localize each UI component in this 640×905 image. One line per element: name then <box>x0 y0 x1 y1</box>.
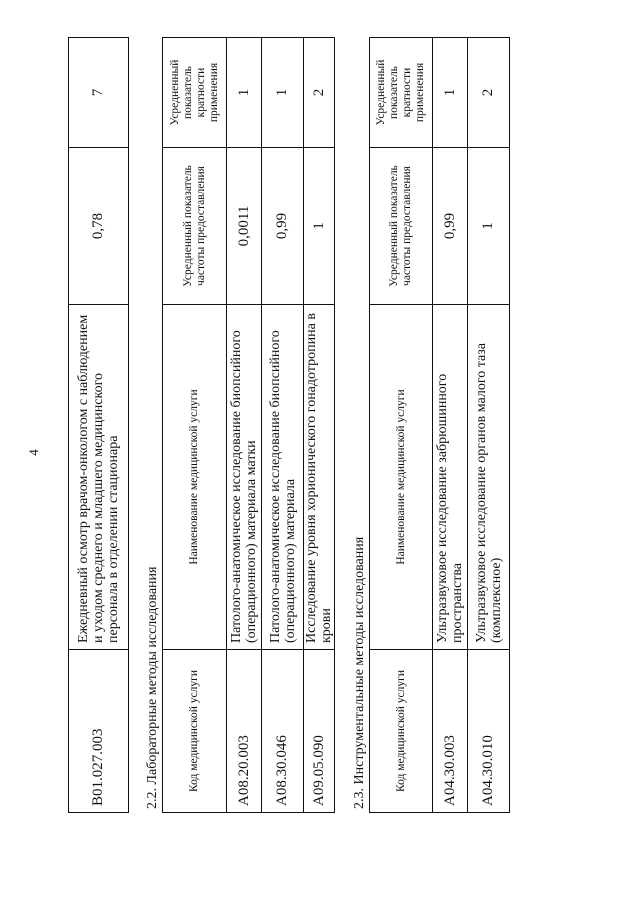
multiplicity-cell: 1 <box>433 38 468 148</box>
service-name-cell: Исследование уровня хорионического гонадотропина в крови <box>304 305 335 650</box>
table-header-row <box>370 38 433 813</box>
service-code-cell: A08.30.046 <box>262 650 304 813</box>
frequency-cell: 1 <box>304 148 335 305</box>
column-header-multiplicity: Усредненный показатель кратности применения <box>370 38 433 148</box>
lab-methods-table <box>162 37 335 813</box>
service-code-cell: A04.30.010 <box>468 650 510 813</box>
top-row-table <box>68 37 129 813</box>
frequency-cell: 0,78 <box>69 148 129 305</box>
multiplicity-cell: 1 <box>227 38 262 148</box>
service-code-cell: A09.05.090 <box>304 650 335 813</box>
frequency-cell: 0,99 <box>262 148 304 305</box>
service-name-cell: Патолого-анатомическое исследование биопсийного (операционного) материала <box>262 305 304 650</box>
table-header-row <box>163 38 227 813</box>
frequency-cell: 1 <box>468 148 510 305</box>
multiplicity-cell: 2 <box>468 38 510 148</box>
service-name-cell: Ультразвуковое исследование забрюшинного пространства <box>433 305 468 650</box>
column-header-frequency: Усредненный показатель частоты предоставления <box>163 148 227 305</box>
column-header-name: Наименование медицинской услуги <box>163 305 227 650</box>
multiplicity-cell: 7 <box>69 38 129 148</box>
column-header-code: Код медицинской услуги <box>163 650 227 813</box>
table-row <box>262 38 304 813</box>
page-number: 4 <box>26 449 41 456</box>
frequency-cell: 0,0011 <box>227 148 262 305</box>
column-header-frequency: Усредненный показатель частоты предоставления <box>370 148 433 305</box>
column-header-multiplicity: Усредненный показатель кратности применения <box>163 38 227 148</box>
section-title-lab: 2.2. Лабораторные методы исследования <box>145 566 160 809</box>
section-title-instrumental: 2.3. Инструментальные методы исследования <box>352 536 367 809</box>
column-header-code: Код медицинской услуги <box>370 650 433 813</box>
service-code-cell: B01.027.003 <box>69 650 129 813</box>
table-row <box>304 38 335 813</box>
service-name-cell: Патолого-анатомическое исследование биопсийного (операционного) материала матки <box>227 305 262 650</box>
service-name-cell: Ежедневный осмотр врачом-онкологом с наблюдением и уходом среднего и младшего медицинского персонала в отделении стационара <box>69 305 129 650</box>
table-row <box>468 38 510 813</box>
multiplicity-cell: 2 <box>304 38 335 148</box>
table-row <box>69 38 129 813</box>
column-header-name: Наименование медицинской услуги <box>370 305 433 650</box>
service-code-cell: A08.20.003 <box>227 650 262 813</box>
service-name-cell: Ультразвуковое исследование органов малого таза (комплексное) <box>468 305 510 650</box>
multiplicity-cell: 1 <box>262 38 304 148</box>
table-row <box>433 38 468 813</box>
table-row <box>227 38 262 813</box>
instrumental-methods-table <box>369 37 510 813</box>
frequency-cell: 0,99 <box>433 148 468 305</box>
service-code-cell: A04.30.003 <box>433 650 468 813</box>
